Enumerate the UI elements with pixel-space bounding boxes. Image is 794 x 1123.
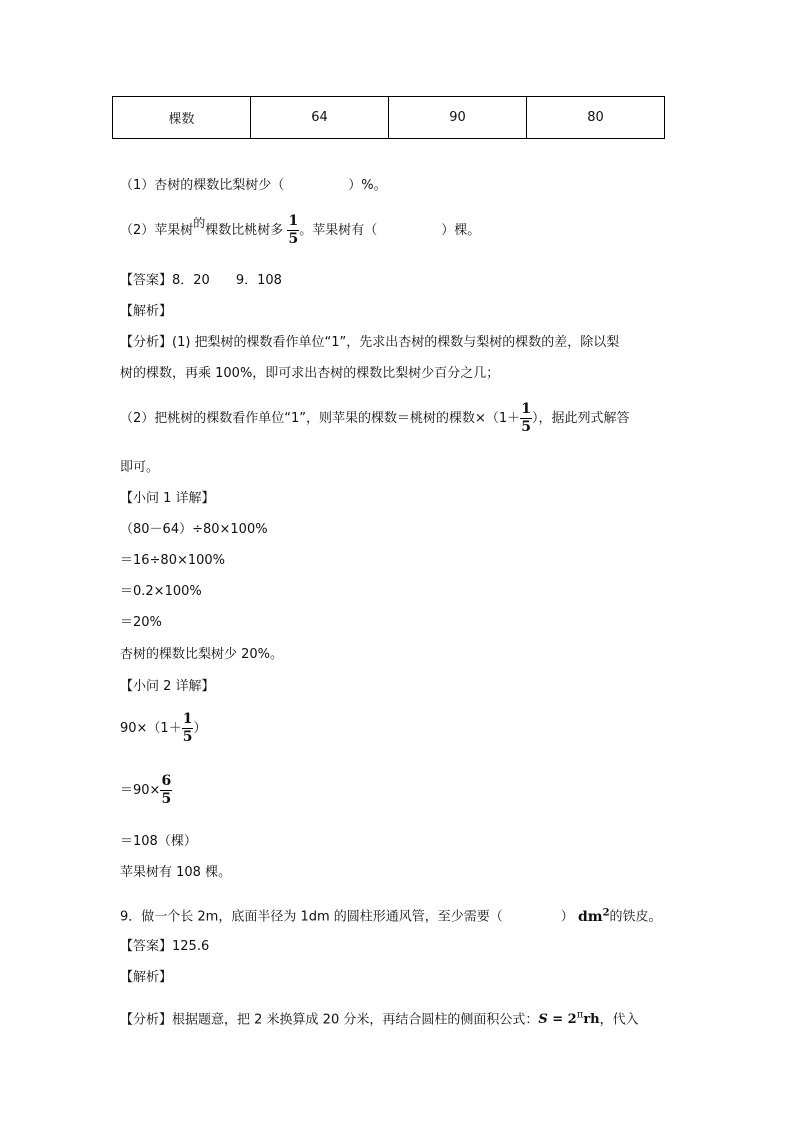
answer-line: 【答案】8．20 9．108 xyxy=(120,273,282,288)
answer-line: 【答案】125.6 xyxy=(120,939,210,954)
fraction-numerator: 1 xyxy=(288,213,299,229)
table-cell: 64 xyxy=(251,97,389,139)
question-text: 。苹果树有（ xyxy=(299,223,378,238)
analysis-text-part: （2）把桃树的棵数看作单位“1”，则苹果的棵数＝桃树的棵数×（1＋ xyxy=(120,411,521,426)
analysis-text xyxy=(120,402,629,435)
fraction-denominator: 5 xyxy=(161,791,172,807)
question-text: 的铁皮。 xyxy=(609,909,662,925)
question-9 xyxy=(120,905,662,926)
table-row xyxy=(113,97,665,139)
calc-step: ＝108（棵） xyxy=(120,834,197,849)
analysis-text-part: 【分析】根据题意，把 2 米换算成 20 分米，再结合圆柱的侧面积公式： xyxy=(120,1012,539,1028)
formula-part: = 2 xyxy=(547,1012,577,1028)
pi-symbol: π xyxy=(576,1010,584,1021)
formula-part: S xyxy=(538,1012,548,1028)
fraction-numerator: 1 xyxy=(521,401,531,417)
question-text: （1）杏树的棵数比梨树少（ xyxy=(120,178,285,193)
analysis-heading: 【解析】 xyxy=(120,970,173,985)
calc-step: ＝20% xyxy=(120,615,162,630)
sub-question-heading: 【小问 1 详解】 xyxy=(120,491,215,506)
table-cell: 90 xyxy=(389,97,527,139)
question-text: ）棵。 xyxy=(441,223,481,238)
fraction-numerator: 6 xyxy=(161,773,172,789)
calc-step-part: ＝90× xyxy=(120,783,161,798)
question-text: 的 xyxy=(193,216,206,230)
question-1 xyxy=(120,178,387,194)
analysis-text-part: ，代入 xyxy=(599,1012,639,1028)
question-text: 9．做一个长 2m，底面半径为 1dm 的圆柱形通风管，至少需要（ xyxy=(120,909,503,925)
calc-step-part: ） xyxy=(193,721,207,736)
analysis-text: 树的棵数，再乘 100%，即可求出杏树的棵数比梨树少百分之几； xyxy=(120,366,500,381)
row-label: 棵数 xyxy=(113,97,251,139)
unit-dm xyxy=(578,909,610,925)
formula-part: rh xyxy=(583,1012,600,1028)
calc-step-part: 90×（1＋ xyxy=(120,721,182,736)
conclusion: 杏树的棵数比梨树少 20%。 xyxy=(120,647,284,662)
unit-exponent: 2 xyxy=(602,907,610,918)
fraction xyxy=(182,712,194,745)
analysis-heading: 【解析】 xyxy=(120,304,173,319)
analysis-text xyxy=(120,1008,639,1028)
analysis-text: 即可。 xyxy=(120,460,160,475)
question-text: 棵数比桃树多 xyxy=(205,223,284,238)
fraction xyxy=(160,774,172,807)
calc-step xyxy=(120,774,172,807)
calc-step xyxy=(120,712,206,745)
calc-step: ＝0.2×100% xyxy=(120,584,202,599)
fraction xyxy=(287,214,299,247)
calc-step: （80－64）÷80×100% xyxy=(120,522,268,537)
data-table xyxy=(112,96,665,139)
table-cell: 80 xyxy=(527,97,665,139)
fraction-denominator: 5 xyxy=(182,729,193,745)
question-2 xyxy=(120,214,480,247)
question-text: ）%。 xyxy=(348,178,387,193)
analysis-text-part: ），据此列式解答 xyxy=(531,411,630,426)
fraction-denominator: 5 xyxy=(521,419,531,435)
fraction-numerator: 1 xyxy=(182,711,193,727)
sub-question-heading: 【小问 2 详解】 xyxy=(120,679,215,694)
formula xyxy=(538,1012,599,1027)
unit-text: dm xyxy=(577,908,603,925)
fraction xyxy=(520,402,532,435)
analysis-text: 【分析】(1) 把梨树的棵数看作单位“1”，先求出杏树的棵数与梨树的棵数的差，除以梨 xyxy=(120,335,620,350)
fraction-denominator: 5 xyxy=(288,231,299,247)
calc-step: ＝16÷80×100% xyxy=(120,553,226,568)
question-text: ） xyxy=(560,909,574,925)
conclusion: 苹果树有 108 棵。 xyxy=(120,865,232,880)
question-text: （2）苹果树 xyxy=(120,223,194,238)
